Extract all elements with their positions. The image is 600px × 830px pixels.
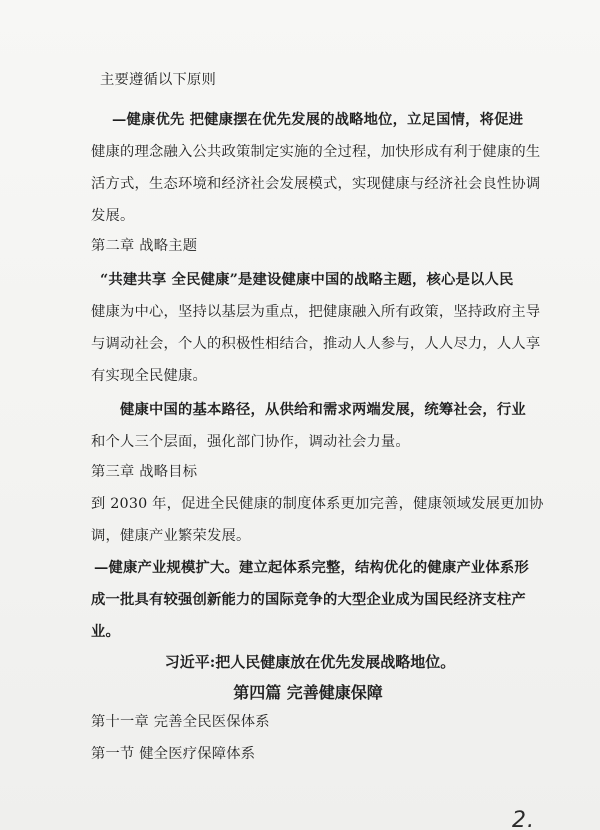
- paragraph-industry-line-3: 业。: [91, 624, 120, 640]
- paragraph-health-priority-line-1: —健康优先 把健康摆在优先发展的战略地位，立足国情，将促进: [112, 112, 524, 128]
- paragraph-theme-line-3: 与调动社会，个人的积极性相结合，推动人人参与，人人尽力，人人享: [91, 336, 541, 352]
- chapter-2-heading: 第二章 战略主题: [91, 238, 198, 254]
- page-number: 2.: [512, 808, 535, 830]
- paragraph-industry-line-1: —健康产业规模扩大。建立起体系完整，结构优化的健康产业体系形: [94, 560, 529, 576]
- intro-principles-line: 主要遵循以下原则: [100, 72, 216, 88]
- paragraph-path-line-2: 和个人三个层面，强化部门协作，调动社会力量。: [91, 434, 410, 450]
- paragraph-health-priority-line-4: 发展。: [91, 208, 135, 224]
- part-4-title: 第四篇 完善健康保障: [233, 683, 383, 702]
- chapter-3-heading: 第三章 战略目标: [91, 464, 198, 480]
- paragraph-theme-line-2: 健康为中心，坚持以基层为重点，把健康融入所有政策，坚持政府主导: [91, 304, 541, 320]
- section-1-heading: 第一节 健全医疗保障体系: [91, 746, 256, 762]
- paragraph-industry-line-2: 成一批具有较强创新能力的国际竞争的大型企业成为国民经济支柱产: [91, 592, 526, 608]
- paragraph-health-priority-line-2: 健康的理念融入公共政策制定实施的全过程，加快形成有利于健康的生: [91, 144, 541, 160]
- paragraph-goal-line-2: 调，健康产业繁荣发展。: [91, 528, 251, 544]
- paragraph-theme-line-4: 有实现全民健康。: [91, 368, 207, 384]
- paragraph-health-priority-line-3: 活方式，生态环境和经济社会发展模式，实现健康与经济社会良性协调: [91, 176, 541, 192]
- paragraph-theme-line-1: “共建共享 全民健康”是建设健康中国的战略主题，核心是以人民: [100, 272, 514, 288]
- paragraph-path-line-1: 健康中国的基本路径，从供给和需求两端发展，统筹社会，行业: [120, 402, 526, 418]
- chapter-11-heading: 第十一章 完善全民医保体系: [91, 714, 270, 730]
- paragraph-goal-line-1: 到 2030 年，促进全民健康的制度体系更加完善，健康领域发展更加协: [91, 496, 544, 512]
- quote-line: 习近平:把人民健康放在优先发展战略地位。: [164, 653, 456, 671]
